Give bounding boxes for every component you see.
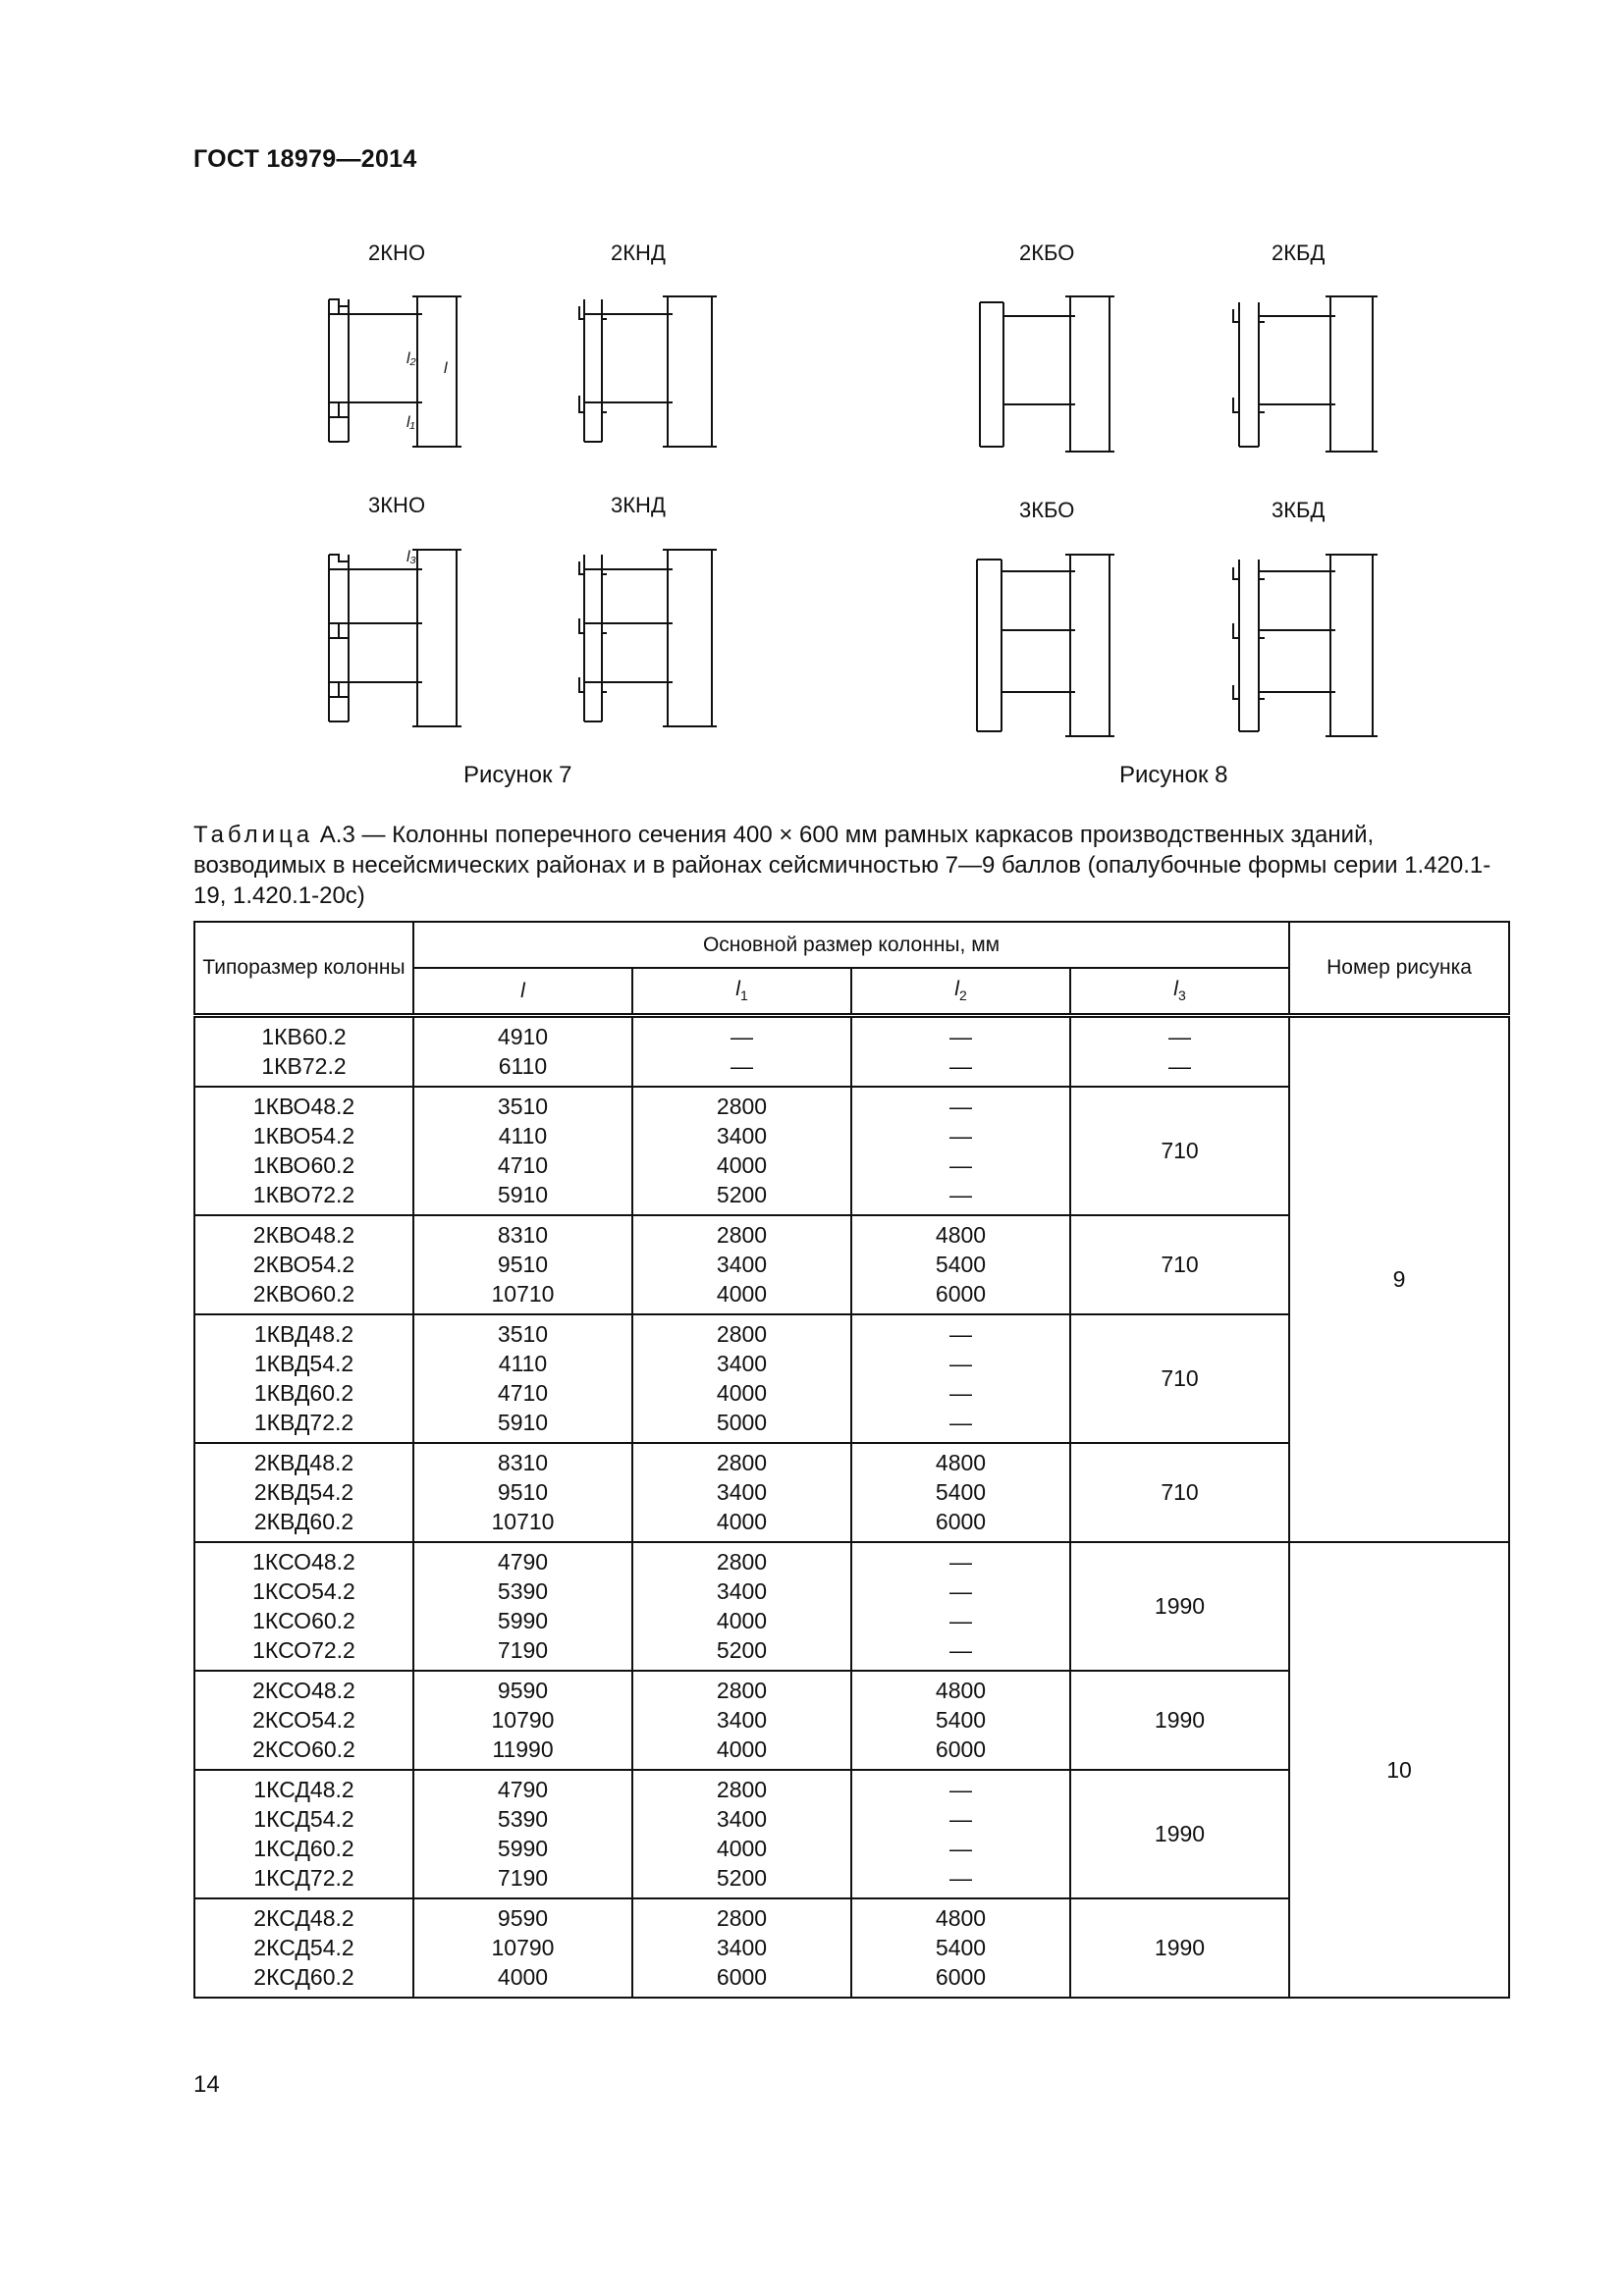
cell-value: 5390 [497,1578,549,1604]
cell-value: 11990 [492,1736,554,1762]
cell-value: 2КСД54.2 [253,1935,354,1960]
fig7-label-2kno: 2КНО [368,240,426,265]
cell-value: 4000 [497,1964,549,1990]
cell-l2 [851,1314,1070,1443]
cell-l [413,1542,632,1671]
cell-value: 4800 [935,1678,987,1703]
cell-value: 1КВД54.2 [253,1351,354,1376]
table-body [194,1016,1509,1999]
header-l1: $l_1$ [632,968,851,1016]
cell-value: 4800 [935,1905,987,1931]
fig7-label-3knd: 3КНД [611,493,666,517]
cell-value: — [949,1380,972,1406]
cell-value: — [949,1152,972,1178]
cell-value: 1КСО48.2 [252,1549,355,1575]
cell-value: 2800 [716,1094,768,1119]
cell-value: — [949,1123,972,1148]
cell-l [413,1443,632,1542]
cell-value: — [949,1836,972,1861]
cell-value: 5200 [716,1182,768,1207]
cell-value: 1КСД60.2 [253,1836,354,1861]
cell-l [413,1016,632,1088]
fig8-label-3kbd: 3КБД [1272,498,1326,522]
cell-value: 4110 [498,1351,548,1376]
fig8-label-2kbd: 2КБД [1272,240,1326,265]
cell-value: 2800 [716,1321,768,1347]
cell-value: 1КВО54.2 [252,1123,355,1148]
cell-value: 710 [1161,1252,1199,1277]
cell-value: 6000 [935,1509,987,1534]
cell-value: 1990 [1154,1935,1206,1960]
table-title-text: А.3 — Колонны поперечного сечения 400 × 600 мм рамных каркасов производственных зданий, возводимых в несейсмических районах и в районах сейсмичностью 7—9 баллов (опалубочные формы серии 1.420.1-19, 1.420.1-20с) [193,822,1491,909]
cell-value: 7190 [497,1637,549,1663]
cell-value: 4790 [497,1549,549,1575]
figure-8-caption: Рисунок 8 [1119,762,1228,788]
cell-l1 [632,1215,851,1314]
cell-value: 1КВ72.2 [261,1053,347,1079]
header-l2: $l_2$ [851,968,1070,1016]
header-type: Типоразмер колонны [194,922,413,1016]
columns-table [193,921,1510,1999]
cell-value: 2800 [716,1549,768,1575]
cell-l1 [632,1542,851,1671]
cell-value: — [949,1777,972,1802]
cell-value: 5400 [935,1479,987,1505]
cell-value: — [1168,1053,1191,1079]
cell-value: 3400 [716,1252,768,1277]
cell-value: 1КСО72.2 [252,1637,355,1663]
cell-value: 2800 [716,1450,768,1475]
cell-types [194,1087,413,1215]
cell-value: — [949,1053,972,1079]
fig7-label-3kno: 3КНО [368,493,426,517]
fig8-label-3kbo: 3КБО [1019,498,1075,522]
cell-value: 4000 [716,1836,768,1861]
cell-value: — [949,1578,972,1604]
cell-value: 1КВД72.2 [253,1410,354,1435]
table-title-prefix: Таблица [193,822,314,848]
cell-value: 1КВД60.2 [253,1380,354,1406]
cell-value: 4710 [497,1380,549,1406]
cell-value: 4000 [716,1281,768,1307]
cell-value: 3510 [497,1321,549,1347]
cell-figure-number: 10 [1289,1542,1509,1998]
cell-types [194,1215,413,1314]
cell-value: 1КВО60.2 [252,1152,355,1178]
cell-value: — [949,1410,972,1435]
cell-value: 1КСД54.2 [253,1806,354,1832]
cell-l [413,1314,632,1443]
header-l: l [413,968,632,1016]
cell-value: 2800 [716,1777,768,1802]
cell-value: — [949,1351,972,1376]
cell-value: 2КВО48.2 [252,1222,355,1248]
cell-value: 3400 [716,1935,768,1960]
cell-value: 1КВО72.2 [252,1182,355,1207]
cell-types [194,1443,413,1542]
cell-types [194,1016,413,1088]
cell-l [413,1087,632,1215]
column-2knd-drawing [579,296,717,447]
cell-value: 1КСО60.2 [252,1608,355,1633]
cell-value: — [1168,1024,1191,1049]
cell-l1 [632,1087,851,1215]
cell-l2 [851,1770,1070,1898]
cell-value: — [949,1549,972,1575]
cell-l3 [1070,1314,1289,1443]
cell-value: 2КВД54.2 [253,1479,354,1505]
cell-value: — [949,1637,972,1663]
cell-l2 [851,1443,1070,1542]
cell-value: 710 [1161,1138,1199,1163]
header-main-size: Основной размер колонны, мм [413,922,1289,968]
cell-value: — [949,1321,972,1347]
cell-value: 2800 [716,1905,768,1931]
cell-value: 6000 [716,1964,768,1990]
cell-types [194,1898,413,1998]
cell-l3 [1070,1016,1289,1088]
cell-value: 4000 [716,1152,768,1178]
cell-value: 5910 [497,1182,549,1207]
cell-value: 1990 [1154,1593,1206,1619]
cell-l2 [851,1542,1070,1671]
cell-value: — [949,1806,972,1832]
cell-value: 3400 [716,1351,768,1376]
cell-value: 710 [1161,1479,1199,1505]
column-2kno-drawing [329,296,461,447]
cell-value: 1КСД48.2 [253,1777,354,1802]
cell-l1 [632,1898,851,1998]
cell-l2 [851,1087,1070,1215]
cell-value: 9510 [497,1252,549,1277]
cell-value: 10790 [491,1935,555,1960]
cell-value: 5200 [716,1637,768,1663]
cell-value: 5400 [935,1707,987,1733]
cell-figure-number: 9 [1289,1016,1509,1543]
cell-value: 10710 [491,1509,555,1534]
cell-value: 4790 [497,1777,549,1802]
cell-l [413,1671,632,1770]
cell-value: 2КСО54.2 [252,1707,355,1733]
cell-value: 1КВО48.2 [252,1094,355,1119]
cell-value: 710 [1161,1365,1199,1391]
cell-value: — [949,1182,972,1207]
cell-value: 3400 [716,1806,768,1832]
cell-value: 2КВО60.2 [252,1281,355,1307]
cell-l1 [632,1671,851,1770]
cell-types [194,1314,413,1443]
cell-value: 7190 [497,1865,549,1891]
cell-value: 3400 [716,1707,768,1733]
cell-value: 5390 [497,1806,549,1832]
cell-value: 4000 [716,1608,768,1633]
cell-value: 3400 [716,1578,768,1604]
cell-value: 1КВ60.2 [261,1024,347,1049]
cell-l1 [632,1314,851,1443]
cell-value: 4000 [716,1509,768,1534]
cell-value: 1КСО54.2 [252,1578,355,1604]
cell-value: 10790 [491,1707,555,1733]
cell-value: 5200 [716,1865,768,1891]
cell-value: 4000 [716,1736,768,1762]
cell-l2 [851,1215,1070,1314]
cell-l3 [1070,1770,1289,1898]
cell-value: 6110 [498,1053,548,1079]
cell-value: 5910 [497,1410,549,1435]
cell-l2 [851,1671,1070,1770]
header-l3: $l_3$ [1070,968,1289,1016]
dim-l1: l₁ [406,414,415,431]
cell-value: 1990 [1154,1707,1206,1733]
document-code: ГОСТ 18979—2014 [193,145,417,173]
cell-value: 4800 [935,1222,987,1248]
header-figure-no: Номер рисунка [1289,922,1509,1016]
cell-value: 2КВО54.2 [252,1252,355,1277]
cell-l3 [1070,1671,1289,1770]
figures-drawing [0,226,1624,756]
cell-value: 2КСД60.2 [253,1964,354,1990]
cell-l [413,1898,632,1998]
column-2kbo-drawing [980,296,1114,452]
cell-value: 2КВД60.2 [253,1509,354,1534]
cell-value: 1990 [1154,1821,1206,1846]
fig8-label-2kbo: 2КБО [1019,240,1075,265]
cell-value: 6000 [935,1964,987,1990]
dim-l3: l₃ [406,549,416,565]
cell-value: 2800 [716,1222,768,1248]
cell-l3 [1070,1215,1289,1314]
cell-l3 [1070,1898,1289,1998]
cell-value: 6000 [935,1281,987,1307]
cell-l [413,1770,632,1898]
fig7-label-2knd: 2КНД [611,240,666,265]
cell-l3 [1070,1443,1289,1542]
column-3knd-drawing [579,550,717,726]
cell-l1 [632,1016,851,1088]
cell-types [194,1770,413,1898]
cell-value: 2КСД48.2 [253,1905,354,1931]
cell-value: 9590 [497,1905,549,1931]
dim-l2: l₂ [406,350,416,367]
cell-value: 2КСО60.2 [252,1736,355,1762]
cell-value: 8310 [497,1222,549,1248]
cell-value: 4710 [497,1152,549,1178]
cell-value: — [949,1865,972,1891]
cell-value: 5990 [497,1836,549,1861]
cell-l3 [1070,1542,1289,1671]
cell-l1 [632,1443,851,1542]
cell-types [194,1542,413,1671]
cell-value: — [949,1024,972,1049]
cell-value: — [731,1024,753,1049]
cell-value: 10710 [491,1281,555,1307]
cell-l1 [632,1770,851,1898]
cell-value: — [731,1053,753,1079]
column-3kbd-drawing [1233,555,1378,736]
dim-l: l [444,360,448,377]
column-3kbo-drawing [977,555,1114,736]
cell-value: — [949,1094,972,1119]
cell-l2 [851,1016,1070,1088]
cell-value: 2КВД48.2 [253,1450,354,1475]
cell-value: 3400 [716,1479,768,1505]
cell-value: 3510 [497,1094,549,1119]
cell-value: 9510 [497,1479,549,1505]
cell-value: 2КСО48.2 [252,1678,355,1703]
cell-value: 3400 [716,1123,768,1148]
cell-value: 5990 [497,1608,549,1633]
page-number: 14 [193,2071,220,2098]
cell-value: 4000 [716,1380,768,1406]
table-title [193,820,1509,911]
cell-l [413,1215,632,1314]
cell-value: 4110 [498,1123,548,1148]
cell-value: 1КВД48.2 [253,1321,354,1347]
cell-value: 5400 [935,1935,987,1960]
cell-l2 [851,1898,1070,1998]
cell-value: 8310 [497,1450,549,1475]
cell-types [194,1671,413,1770]
cell-value: — [949,1608,972,1633]
cell-value: 1КСД72.2 [253,1865,354,1891]
cell-value: 9590 [497,1678,549,1703]
cell-value: 2800 [716,1678,768,1703]
cell-value: 5400 [935,1252,987,1277]
table-row [194,1542,1509,1671]
cell-value: 6000 [935,1736,987,1762]
cell-value: 4800 [935,1450,987,1475]
table-row [194,1016,1509,1088]
cell-l3 [1070,1087,1289,1215]
column-2kbd-drawing [1233,296,1378,452]
cell-value: 5000 [716,1410,768,1435]
figure-7-caption: Рисунок 7 [463,762,572,788]
column-3kno-drawing [329,550,461,726]
cell-value: 4910 [497,1024,549,1049]
